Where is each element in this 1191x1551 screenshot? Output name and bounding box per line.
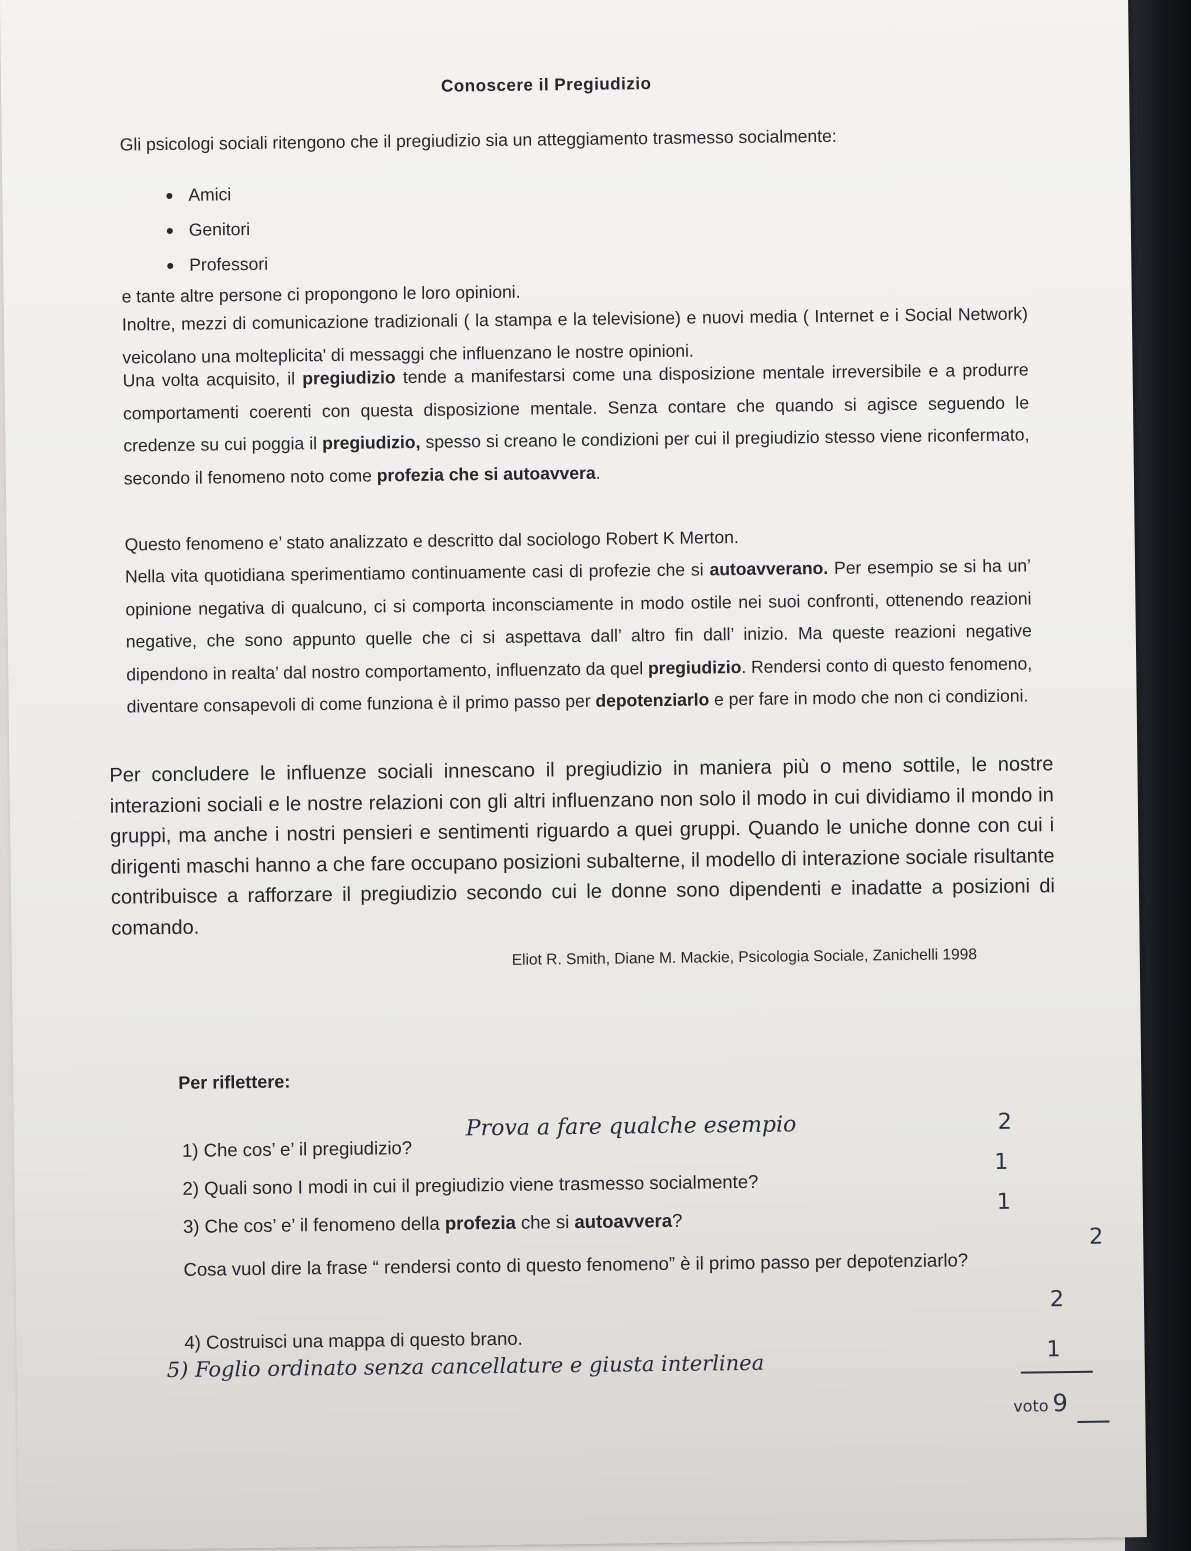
score-mark: 1 — [996, 1189, 1011, 1215]
question-1: 1) Che cos’ e’ il pregiudizio? — [181, 1137, 413, 1161]
handwritten-note-q5: 5) Foglio ordinato senza cancellature e giusta interlinea — [166, 1350, 765, 1383]
media-paragraph: Inoltre, mezzi di comunicazione tradizionali ( la stampa e la televisione) e nuovi media ( Internet e i Social Network) veicolano una molteplicita' di messaggi che influenzano le nostre opinioni. — [121, 303, 1029, 368]
score-mark: 2 — [997, 1109, 1012, 1135]
list-item: Professori — [163, 247, 268, 283]
score-mark: 1 — [1046, 1337, 1061, 1363]
question-3: 3) Che cos’ e’ il fenomeno della profezia che si autoavvera? — [182, 1209, 683, 1237]
handwritten-note-q1: Prova a fare qualche esempio — [465, 1112, 797, 1142]
grade-underline — [1077, 1421, 1109, 1423]
conclusion-paragraph: Per concludere le influenze sociali innescano il pregiudizio in maniera più o meno sottile, le nostre interazioni sociali e le nostre relazioni con gli altri influenzano non solo il modo in cui dividiamo il mondo in gruppi, ma anche i nostri pensieri e sentimenti riguardo a quei gruppi. Quando le uniche donne con cui i dirigenti maschi hanno a che fare occupano posizioni subalterne, il modello di interazione sociale risultante contribuisce a rafforzare il pregiudizio secondo cui le donne sono dipendenti e inadatte a posizioni di comando. — [109, 753, 1056, 940]
final-grade — [1013, 1389, 1068, 1418]
score-mark: 2 — [1049, 1287, 1065, 1313]
score-mark: 1 — [994, 1149, 1009, 1175]
question-2: 2) Quali sono I modi in cui il pregiudizio viene trasmesso socialmente? — [182, 1170, 759, 1199]
score-mark: 2 — [1089, 1224, 1104, 1250]
daily-life-paragraph: Nella vita quotidiana sperimentiamo continuamente casi di profezie che si autoavverano. Per esempio se si ha un’ opinione negativa di qualcuno, ci si comporta inconsciamente in modo ostile nei suoi confronti, ottenendo reazioni negative, che sono appunto quelle che ci si aspettava dall’ altro fin dall’ inizio. Ma queste reazioni negative dipendono in realta’ dal nostro comportamento, influenzato da quel pregiudizio. Rendersi conto di questo fenomeno, diventare consapevoli di come funziona è il primo passo per depotenziarlo e per fare in modo che non ci condizioni. — [124, 555, 1033, 717]
page-title: Conoscere il Pregiudizio — [440, 74, 652, 96]
merton-sentence: Questo fenomeno e’ stato analizzato e descritto dal sociologo Robert K Merton. — [124, 527, 739, 555]
after-bullets-text: e tante altre persone ci propongono le loro opinioni. — [121, 281, 521, 307]
grade-value: 9 — [1052, 1389, 1069, 1418]
prejudice-paragraph: Una volta acquisito, il pregiudizio tende a manifestarsi come una disposizione mentale irreversibile e a produrre comportamenti coerenti con questa disposizione mentale. Senza contare che quando si agisce seguendo le credenze su cui poggia il pregiudizio, spesso si creano le condizioni per cui il pregiudizio stesso viene riconfermato, secondo il fenomeno noto come profezia che si autoavvera. — [122, 359, 1030, 489]
intro-paragraph: Gli psicologi sociali ritengono che il pregiudizio sia un atteggiamento trasmesso socialmente: — [119, 125, 837, 155]
bullet-list — [162, 177, 268, 283]
question-4: 4) Costruisci una mappa di questo brano. — [184, 1327, 523, 1353]
list-item: Genitori — [163, 212, 268, 248]
score-divider-line — [1021, 1371, 1093, 1374]
question-3b: Cosa vuol dire la frase “ rendersi conto di questo fenomeno” è il primo passo per depotenziarlo? — [183, 1249, 969, 1280]
grade-label: voto — [1013, 1396, 1049, 1416]
citation: Eliot R. Smith, Diane M. Mackie, Psicologia Sociale, Zanichelli 1998 — [511, 946, 978, 969]
list-item: Amici — [162, 177, 267, 213]
reflection-title: Per riflettere: — [178, 1071, 291, 1093]
